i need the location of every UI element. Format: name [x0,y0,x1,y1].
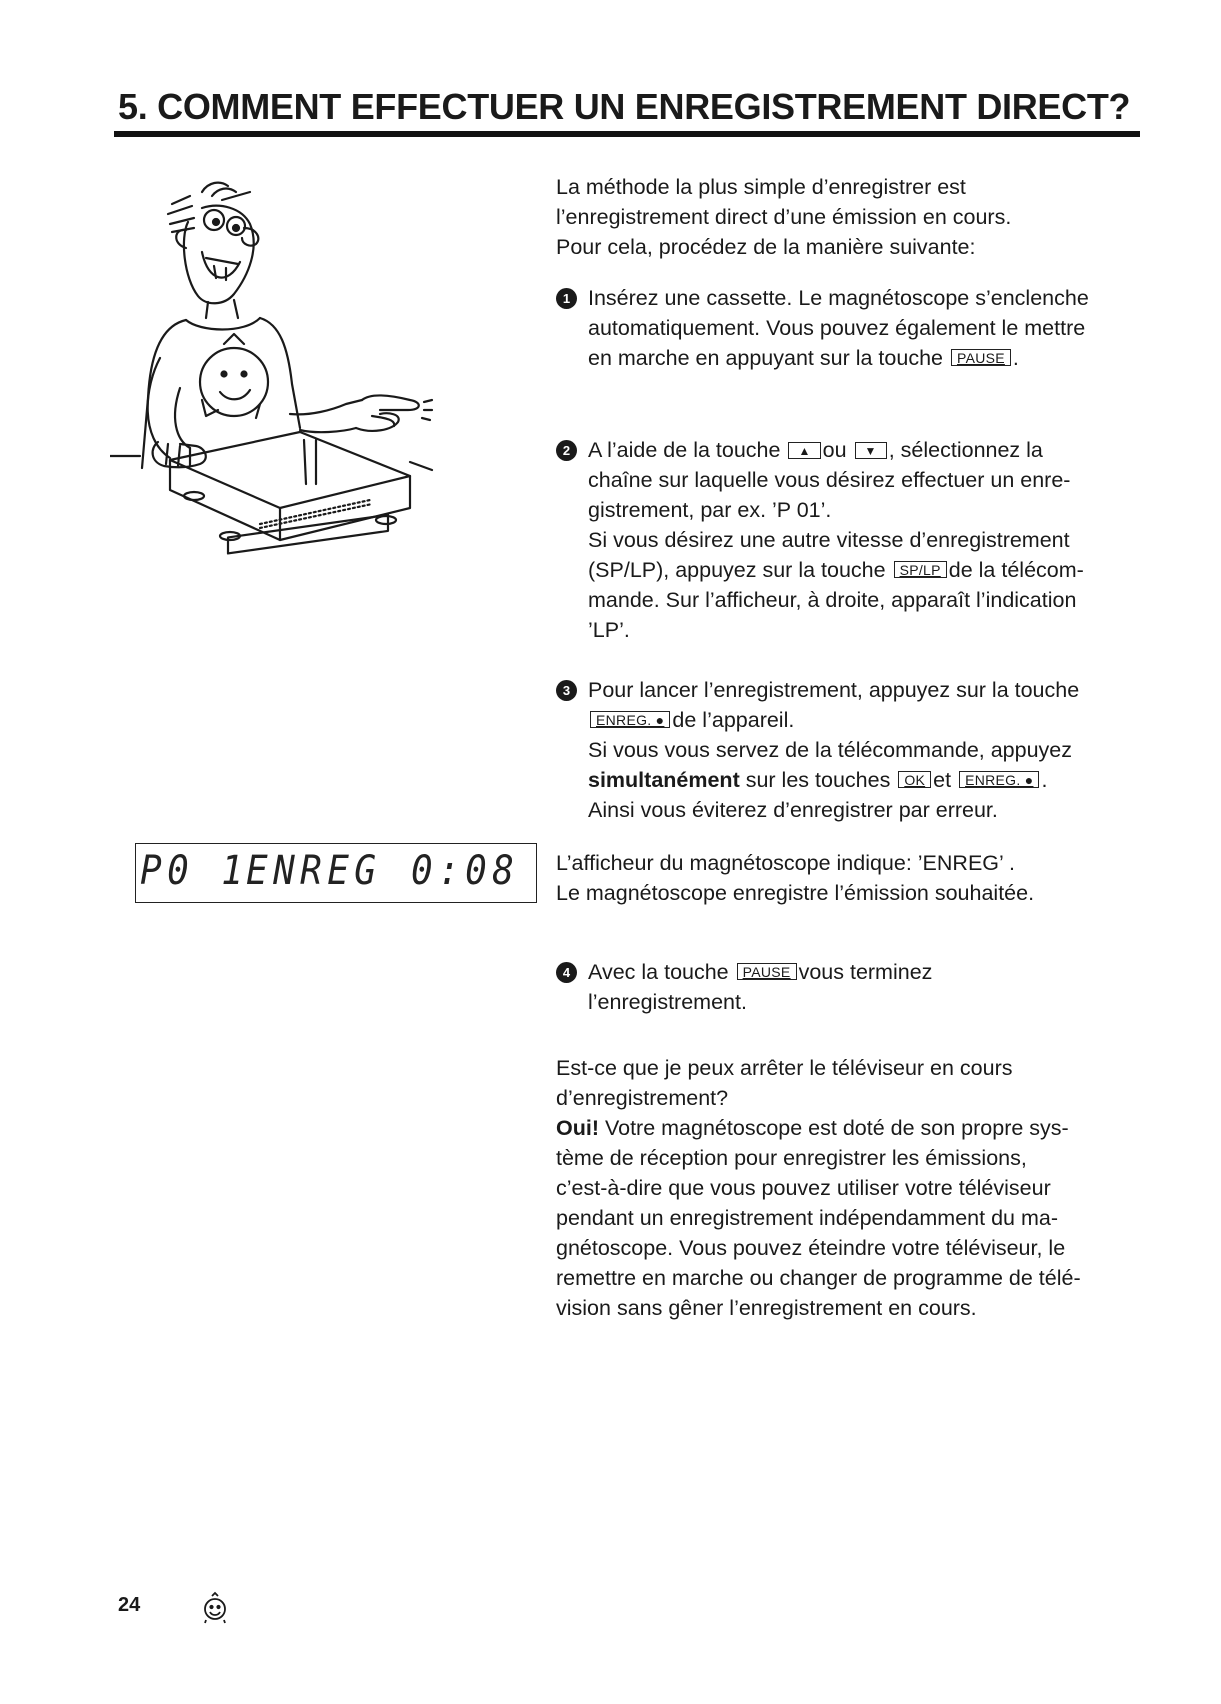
step-number-badge: 1 [556,288,577,309]
page-number: 24 [118,1594,141,1616]
channel-down-key-label: ▼ [855,442,887,459]
faq-question: Est-ce que je peux arrêter le téléviseur en cours [556,1056,1013,1080]
faq-answer: Oui! Votre magnétoscope est doté de son propre sys- [556,1116,1069,1140]
display-channel: P0 1 [140,848,249,894]
ok-key-label: OK [898,771,931,788]
step-4: 4 Avec la touche PAUSE vous terminez l’enregistrement. [556,957,1146,1017]
man-with-vcr-illustration [110,178,470,598]
record-key-label: ENREG. ● [959,771,1039,788]
intro-paragraph: La méthode la plus simple d’enregistrer est l’enregistrement direct d’une émission en cours. Pour cela, procédez de la manière suivante: [556,175,1012,259]
step-2: 2 A l’aide de la touche ▲ ou ▼ , sélectionnez la chaîne sur laquelle vous désirez effectuer un enre- gistrement, par ex. ’P 01’. Si vous désirez une autre vitesse d’enregistrement (SP/LP), appuyez sur la touche SP/LP de la télécom- mande. Sur l’afficheur, à droite, apparaît l’indication ’LP’. [556,435,1146,645]
display-time: 0:08 [411,848,520,894]
faq-block: Est-ce que je peux arrêter le téléviseur en cours d’enregistrement? Oui! Votre magnétoscope est doté de son propre sys- tème de réception pour enregistrer les émissions, c’est-à-dire que vous pouvez utiliser votre téléviseur pendant un enregistrement indépendamment du ma- gnétoscope. Vous pouvez éteindre votre téléviseur, le remettre en marche ou changer de programme de télé- vision sans gêner l’enregistrement en cours. [556,1053,1146,1323]
display-mode: ENREG [246,848,382,894]
step-3: 3 Pour lancer l’enregistrement, appuyez sur la touche ENREG. ● de l’appareil. Si vous vous servez de la télécommande, appuyez simultanément sur les touches OK et ENREG. ● . Ainsi vous éviterez d’enregistrer par erreur. [556,675,1146,825]
smiley-logo-icon [200,1590,230,1626]
step-number-badge: 2 [556,440,577,461]
splp-key-label: SP/LP [894,561,947,578]
title-underline [114,131,1140,137]
display-note: L’afficheur du magnétoscope indique: ’ENREG’ . Le magnétoscope enregistre l’émission souhaitée. [556,851,1035,905]
pause-key-label: PAUSE [951,349,1011,366]
pause-key-label: PAUSE [737,963,797,980]
page-title: 5. COMMENT EFFECTUER UN ENREGISTREMENT DIRECT? [118,86,1131,127]
step-1: 1 Insérez une cassette. Le magnétoscope s’enclenche automatiquement. Vous pouvez également le mettre en marche en appuyant sur la touche PAUSE . [556,283,1146,373]
record-key-label: ENREG. ● [590,711,670,728]
step-number-badge: 3 [556,680,577,701]
channel-up-key-label: ▲ [788,442,820,459]
step-number-badge: 4 [556,962,577,983]
vcr-display [135,843,537,903]
